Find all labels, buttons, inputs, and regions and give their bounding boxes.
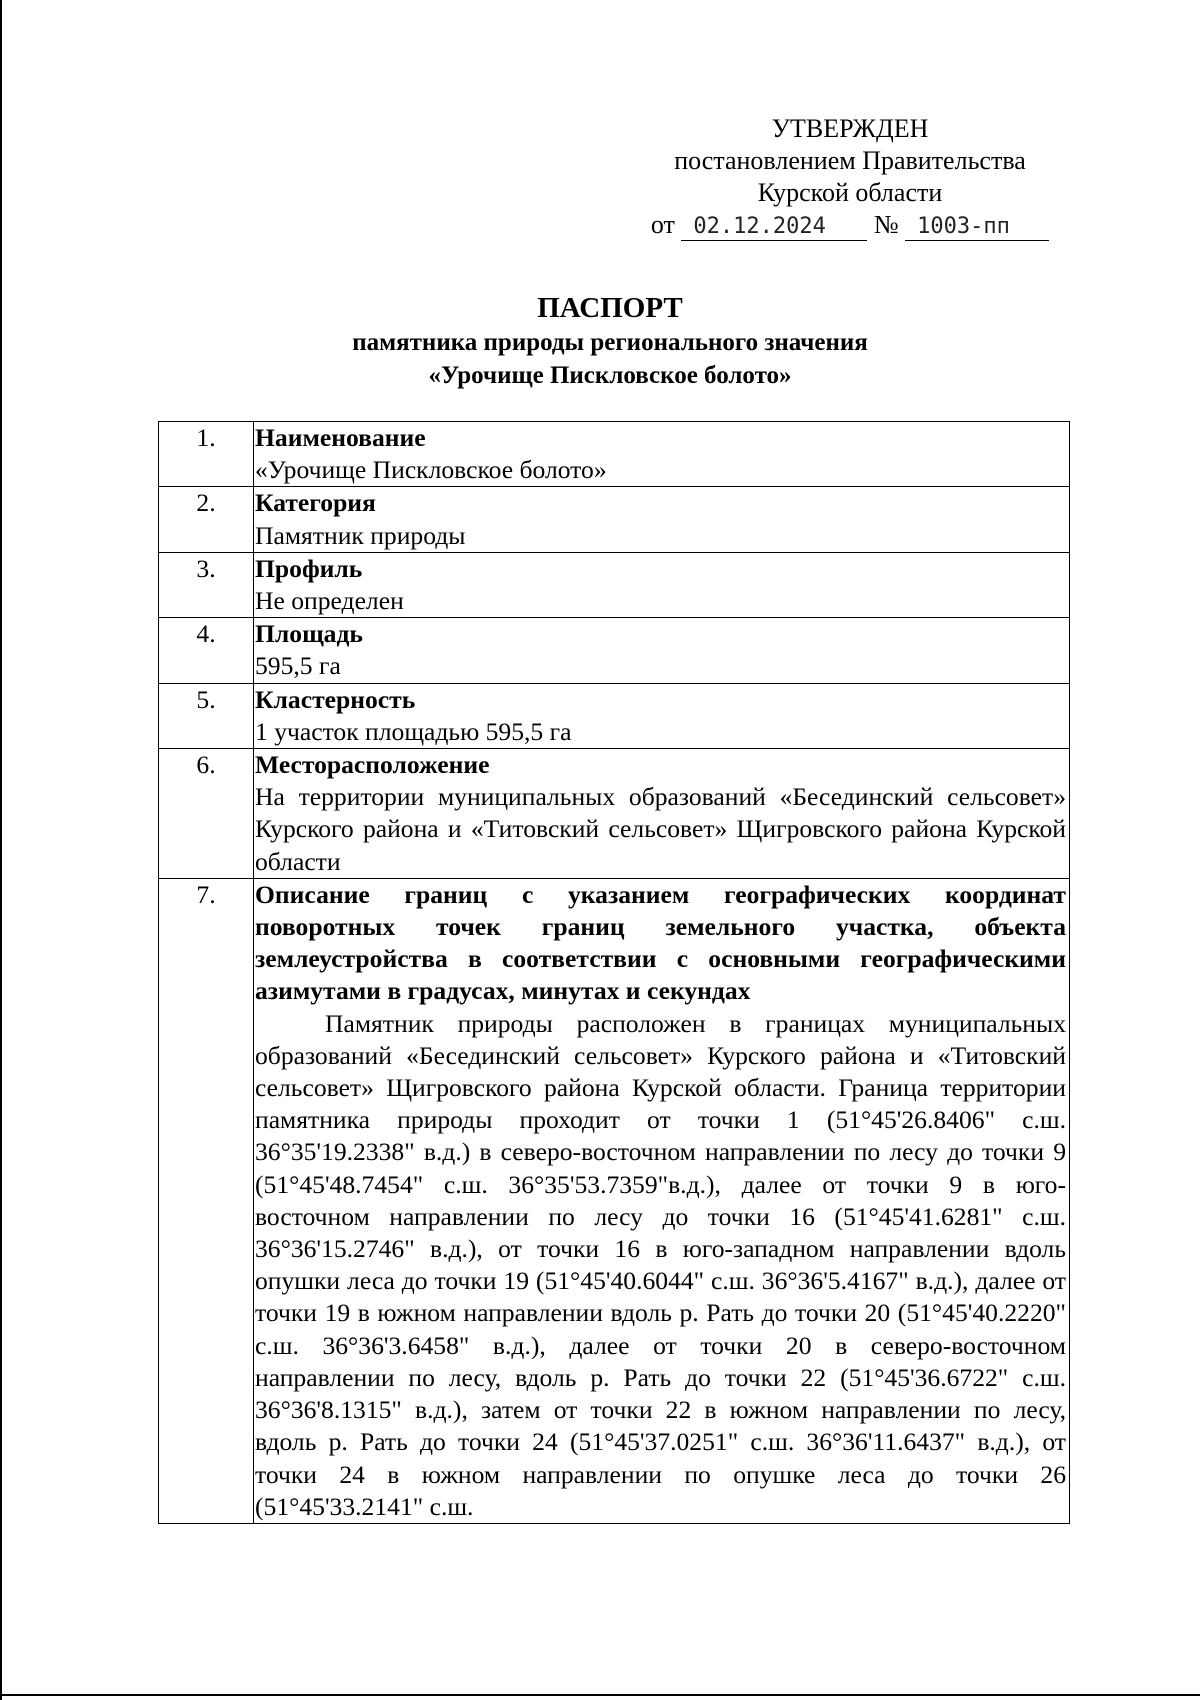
approval-number: 1003-пп bbox=[905, 214, 1049, 241]
table-row bbox=[159, 878, 1070, 1523]
row-text: «Урочище Пискловское болото» bbox=[255, 455, 607, 485]
row-content bbox=[254, 618, 1070, 683]
row-text: На территории муниципальных образований «Бесединский сельсовет» Курского района и «Титовский сельсовет» Щигровского района Курской области bbox=[255, 782, 1066, 876]
document-title bbox=[150, 290, 1070, 392]
row-content bbox=[254, 749, 1070, 879]
table-row bbox=[159, 487, 1070, 552]
row-text: 1 участок площадью 595,5 га bbox=[255, 716, 572, 746]
row-text: Памятник природы bbox=[255, 520, 466, 550]
row-heading: Месторасположение bbox=[255, 750, 490, 780]
row-heading: Площадь bbox=[255, 619, 363, 649]
row-number: 4. bbox=[159, 618, 254, 683]
row-content bbox=[254, 878, 1070, 1523]
title-main: ПАСПОРТ bbox=[537, 292, 683, 324]
title-subtitle: памятника природы регионального значения bbox=[352, 329, 868, 356]
row-number: 3. bbox=[159, 552, 254, 617]
approval-title: УТВЕРЖДЕН bbox=[771, 114, 929, 143]
approval-issuer: постановлением Правительства bbox=[674, 146, 1026, 175]
approval-stamp bbox=[600, 113, 1100, 241]
number-prefix: № bbox=[873, 210, 899, 239]
row-text: Не определен bbox=[255, 586, 404, 616]
passport-table bbox=[158, 421, 1070, 1524]
table-row bbox=[159, 422, 1070, 487]
scan-bottom-edge bbox=[0, 1694, 1200, 1696]
row-text: 595,5 га bbox=[255, 651, 341, 681]
row-content bbox=[254, 422, 1070, 487]
row-heading: Наименование bbox=[255, 423, 426, 452]
table-row bbox=[159, 683, 1070, 748]
row-heading: Описание границ с указанием географических координат поворотных точек границ земельного участка, объекта землеустройства в соответствии с основными географическими азимутами в градусах, минутах и секундах bbox=[255, 879, 1066, 1006]
scan-left-edge bbox=[0, 0, 2, 1700]
approval-date: 02.12.2024 bbox=[681, 214, 867, 241]
table-row bbox=[159, 618, 1070, 683]
row-content bbox=[254, 552, 1070, 617]
row-number: 7. bbox=[159, 878, 254, 1523]
table-row bbox=[159, 552, 1070, 617]
approval-date-number bbox=[600, 209, 1100, 241]
row-heading: Кластерность bbox=[255, 684, 416, 714]
approval-region: Курской области bbox=[757, 178, 943, 207]
row-number: 1. bbox=[159, 422, 254, 487]
row-content bbox=[254, 487, 1070, 552]
row-heading: Категория bbox=[255, 488, 376, 518]
row-content bbox=[254, 683, 1070, 748]
row-text: Памятник природы расположен в границах муниципальных образований «Бесединский сельсовет» Курского района и «Титовский сельсовет» Щигровского района Курской области. Граница территории памятника природы проходит от точки 1 (51°45'26.8406" с.ш. 36°35'19.2338" в.д.) в северо-восточном направлении по лесу до точки 9 (51°45'48.7454" с.ш. 36°35'53.7359"в.д.), далее от точки 9 в юго-восточном направлении по лесу до точки 16 (51°45'41.6281" с.ш. 36°36'15.2746" в.д.), от точки 16 в юго-западном направлении вдоль опушки леса до точки 19 (51°45'40.6044" с.ш. 36°36'5.4167" в.д.), далее от точки 19 в южном направлении вдоль р. Рать до точки 20 (51°45'40.2220" с.ш. 36°36'3.6458" в.д.), далее от точки 20 в северо-восточном направлении по лесу, вдоль р. Рать до точки 22 (51°45'36.6722" с.ш. 36°36'8.1315" в.д.), затем от точки 22 в южном направлении по лесу, вдоль р. Рать до точки 24 (51°45'37.0251" с.ш. 36°36'11.6437" в.д.), от точки 24 в южном направлении по опушке леса до точки 26 (51°45'33.2141" с.ш. bbox=[255, 1008, 1066, 1521]
row-heading: Профиль bbox=[255, 553, 363, 583]
date-prefix: от bbox=[650, 210, 675, 239]
table-row bbox=[159, 749, 1070, 879]
title-object-name: «Урочище Пискловское болото» bbox=[428, 362, 792, 389]
row-number: 5. bbox=[159, 683, 254, 748]
row-number: 2. bbox=[159, 487, 254, 552]
row-number: 6. bbox=[159, 749, 254, 879]
